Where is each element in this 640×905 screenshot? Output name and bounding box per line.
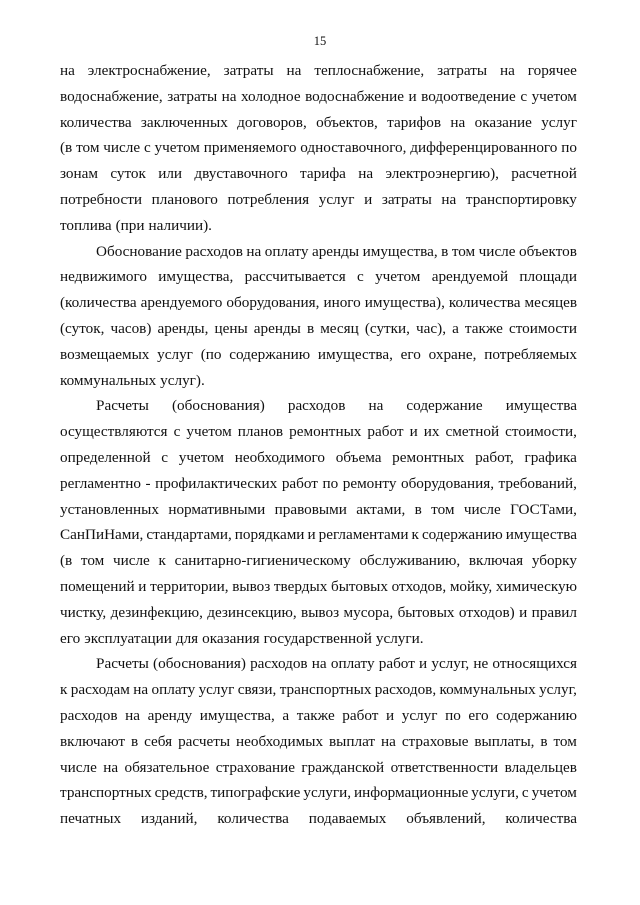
word: осуществляются [60,423,168,441]
word: (по [200,345,222,363]
word: аренды, [157,319,209,337]
word: и [519,603,528,621]
word: относящихся [492,655,577,673]
word: и [385,706,395,724]
word: и [408,87,417,105]
word: услуг [198,681,235,699]
word: оказания [202,629,260,647]
word: расходов [60,706,118,724]
word: в [540,732,548,750]
word: числе [463,500,501,518]
word: связи, [237,681,277,699]
word: имущества, [199,706,275,724]
word: содержанию [496,706,577,724]
text-line [60,213,577,239]
word: необходимых [236,732,324,750]
word: и [419,655,428,673]
text-line [60,806,577,832]
word: топлива [60,216,112,234]
word: содержанию [421,526,503,544]
word: стандартами, [146,526,232,544]
word: в [414,500,422,518]
word: и [364,190,373,208]
word: (количества [60,294,137,312]
word: с [173,423,181,441]
word: Обоснование [96,242,182,260]
word: коммунальных [60,371,157,389]
word: эксплуатации [84,629,172,647]
word: потребности [60,190,143,208]
word: вывоз [301,603,340,621]
text-line [60,342,577,368]
word: к [411,526,419,544]
word: а [282,706,290,724]
word: числе [478,242,516,260]
word: учетом [186,423,232,441]
word: объема [335,448,382,466]
word: имущества, [317,345,393,363]
text-line [60,264,577,290]
word: услуги, [471,784,519,802]
text-line [60,187,577,213]
word: расчеты [178,732,231,750]
text-line [60,677,577,703]
paragraph-3 [60,393,577,651]
text-line [60,729,577,755]
text-line [60,497,577,523]
word: (при [115,216,145,234]
word: их [423,423,440,441]
word: отходов, [391,577,447,595]
word: водоотведение [421,87,516,105]
word: иного [323,294,361,312]
word: оплату [151,681,196,699]
word: не [473,655,489,673]
word: территории, [150,577,229,595]
word: включают [60,732,126,750]
word: одноставочного, [300,139,407,157]
text-line [60,651,577,677]
word: тарифов [387,113,442,131]
word: услуг [157,345,193,363]
word: в [131,732,139,750]
word: услуг, [431,655,470,673]
word: час), [416,319,447,337]
word: стоимости, [505,423,577,441]
word: на [133,681,149,699]
word: расходов, [374,681,437,699]
word: Расчеты [96,397,149,415]
word: в [441,242,449,260]
word: количества [60,113,132,131]
text-line [60,626,577,652]
word: регламентно [60,474,141,492]
word: водоснабжение, [60,87,163,105]
word: правил [531,603,577,621]
word: объектов [519,242,577,260]
word: планов [237,423,284,441]
word: водоснабжение [305,87,404,105]
word: мусора, [343,603,394,621]
word: оборудования, [400,474,494,492]
text-line [60,548,577,574]
word: транспортных [279,681,372,699]
word: аренды [253,319,301,337]
word: числе [60,758,97,776]
word: планового [151,190,218,208]
word: коммунальных [439,681,536,699]
word: имущества [505,526,577,544]
word: месяцев [524,294,577,312]
word: регламентами [318,526,409,544]
word: а [452,319,459,337]
text-line [60,84,577,110]
text-line [60,471,577,497]
word: выплат [328,732,376,750]
word: государственной [263,629,372,647]
word: холодное [241,87,301,105]
word: имущества [505,397,577,415]
word: рассчитывается [244,268,346,286]
word: изданий, [140,810,198,828]
word: услуги. [375,629,424,647]
word: ремонтных [392,448,465,466]
word: на [368,397,384,415]
word: электроснабжение, [87,62,211,79]
word: услуг [401,706,438,724]
word: затраты [381,190,432,208]
word: по [561,139,577,157]
word: количества [448,294,521,312]
word: учетом [154,139,200,157]
word: на [450,113,466,131]
word: на [381,732,396,750]
word: СанПиНами, [60,526,144,544]
word: бытовых [397,603,455,621]
word: по [322,474,339,492]
word: выплаты, [474,732,535,750]
text-line [60,445,577,471]
word: зонам [60,165,98,183]
text-line [60,110,577,136]
word: (обоснования) [153,655,246,673]
word: услуг, [539,681,577,699]
word: объектов, [316,113,378,131]
word: включая [468,552,524,570]
word: в [306,319,315,337]
page-number: 15 [313,34,327,48]
text-line [60,135,577,161]
word: сметной [445,423,500,441]
paragraph-4 [60,651,577,832]
word: имущества), [364,294,445,312]
word: помещений [60,577,135,595]
word: с [161,448,169,466]
word: расходов [287,397,346,415]
word: и [307,526,316,544]
word: аренды [311,242,360,260]
word: расходам [70,681,130,699]
word: на [246,242,262,260]
word: дифференцированного [410,139,558,157]
word: учетом [531,784,577,802]
word: - [145,474,151,492]
word: владельцев [504,758,577,776]
word: имущества, [158,268,234,286]
word: оказание [474,113,532,131]
word: вывоз [232,577,271,595]
word: часов) [110,319,152,337]
word: ответственности [390,758,499,776]
word: с [521,784,529,802]
text-line [60,239,577,265]
word: оплату [330,655,375,673]
word: на [311,655,327,673]
paragraph-1 [60,58,577,239]
word: аренду [147,706,193,724]
word: работ [281,474,318,492]
word: оборудования, [226,294,320,312]
word: печатных [60,810,122,828]
word: его [60,629,81,647]
word: определенной [60,448,151,466]
word: затраты [167,87,218,105]
word: дезинсекцию, [207,603,297,621]
word: возмещаемых [60,345,150,363]
word: обязательное [124,758,210,776]
text-line [60,522,577,548]
word: работ, [475,448,514,466]
word: услуг [318,190,355,208]
word: месяц [320,319,359,337]
word: том [553,732,577,750]
word: том [76,139,100,157]
word: работ [367,423,404,441]
word: на [125,706,141,724]
word: также [464,319,503,337]
word: бытовых [331,577,388,595]
word: содержанию [229,345,311,363]
word: на [221,87,237,105]
word: том [80,552,105,570]
word: услуг [541,113,577,131]
word: (обоснования) [171,397,265,415]
text-line [60,161,577,187]
word: на [103,758,119,776]
word: обслуживанию, [359,552,461,570]
word: заключенных [140,113,228,131]
word: ремонтных [289,423,362,441]
word: на [60,62,75,79]
word: оплату [264,242,309,260]
word: также [296,706,335,724]
word: учетом [178,448,225,466]
word: профилактических [155,474,278,492]
word: Расчеты [96,655,149,673]
word: (в [60,139,73,157]
word: объявлений, [406,810,486,828]
word: страховые [401,732,469,750]
word: на [286,62,302,79]
text-line [60,58,577,84]
text-line [60,780,577,806]
text-line [60,600,577,626]
word: наличии). [148,216,212,234]
word: числе [103,139,141,157]
word: стоимости [508,319,577,337]
text-line [60,574,577,600]
word: договоров, [237,113,307,131]
word: отходов) [458,603,515,621]
word: для [175,629,199,647]
word: числе [112,552,150,570]
word: арендуемого [140,294,223,312]
word: его [468,706,489,724]
word: недвижимого [60,268,147,286]
word: необходимого [234,448,326,466]
word: том [451,242,476,260]
word: учетом [531,87,577,105]
word: содержание [406,397,483,415]
word: на [441,190,457,208]
word: работ [342,706,379,724]
word: к [158,552,166,570]
word: количества [505,810,577,828]
word: правовыми [274,500,347,518]
word: услуг). [160,371,205,389]
word: расходов [250,655,308,673]
word: транспортных [60,784,152,802]
word: нормативными [168,500,266,518]
text-line [60,316,577,342]
word: учетом [375,268,421,286]
word: с [520,87,528,105]
word: или [158,165,183,183]
word: установленных [60,500,159,518]
word: цены [214,319,248,337]
word: том [431,500,455,518]
word: арендуемой [431,268,509,286]
word: дезинфекцию, [110,603,203,621]
word: горячее [527,62,577,79]
text-line [60,703,577,729]
word: имущества, [362,242,438,260]
word: затраты [223,62,274,79]
word: с [143,139,151,157]
word: потребления [227,190,310,208]
word: охране, [428,345,477,363]
word: чистку, [60,603,107,621]
word: и [138,577,147,595]
word: суток [110,165,146,183]
word: информационные [353,784,469,802]
text-line [60,368,577,394]
word: по [445,706,461,724]
word: средств, [154,784,208,802]
word: мойку, [449,577,493,595]
word: площади [519,268,577,286]
word: применяемого [203,139,297,157]
word: тарифа [300,165,346,183]
word: (сутки, [364,319,410,337]
text-line [60,393,577,419]
word: потребляемых [484,345,577,363]
word: подаваемых [308,810,387,828]
word: санитарно-гигиеническому [174,552,351,570]
word: услуги, [303,784,352,802]
word: расходов [185,242,243,260]
word: работ [378,655,415,673]
word: на [499,62,515,79]
word: требований, [498,474,577,492]
word: теплоснабжение, [314,62,425,79]
word: к [60,681,68,699]
paragraph-2 [60,239,577,394]
text-line [60,755,577,781]
word: расчетной [511,165,577,183]
word: гражданской [301,758,385,776]
word: на [358,165,374,183]
word: графика [524,448,577,466]
word: актами, [356,500,406,518]
word: двуставочного [194,165,288,183]
word: количества [217,810,289,828]
text-line [60,419,577,445]
document-body [60,58,577,832]
word: с [357,268,364,286]
word: твердых [273,577,328,595]
word: ГОСТами, [510,500,577,518]
word: ремонту [342,474,397,492]
word: химическую [495,577,577,595]
word: страхование [215,758,295,776]
word: транспортировку [465,190,577,208]
word: (в [60,552,73,570]
word: его [400,345,421,363]
word: себя [144,732,173,750]
word: (суток, [60,319,105,337]
word: типографские [210,784,301,802]
word: электроэнергию), [385,165,499,183]
word: порядками [234,526,305,544]
text-line [60,290,577,316]
word: и [409,423,418,441]
word: уборку [531,552,577,570]
word: затраты [437,62,488,79]
